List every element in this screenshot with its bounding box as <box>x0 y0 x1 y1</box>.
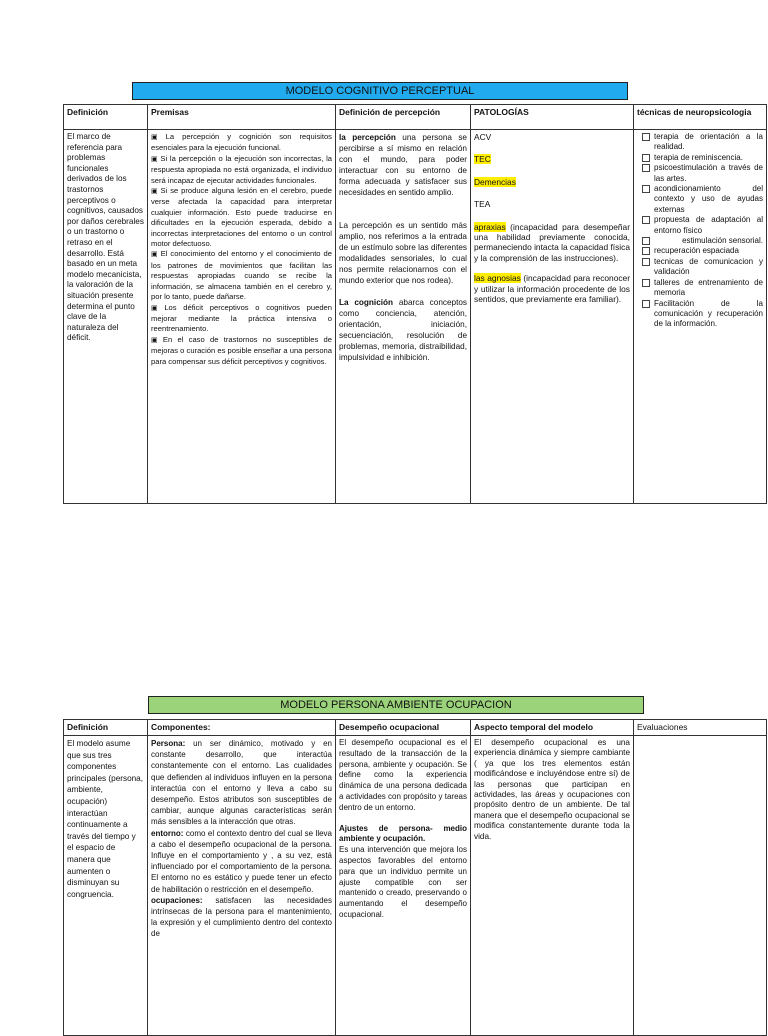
model1-premisas <box>148 130 336 504</box>
header-tecnicas: técnicas de neuropsicologia <box>634 105 767 130</box>
model2-evaluaciones <box>634 736 767 1036</box>
model2-header-row <box>64 720 767 736</box>
header-premisas: Premisas <box>148 105 336 130</box>
model2-content-row <box>64 736 767 1036</box>
premisa-item: ▣ En el caso de trastornos no susceptibles de mejoras o curación es posible enseñar a una persona para compensar sus déficit perceptivos y cognitivos. <box>151 334 332 366</box>
header-evaluaciones: Evaluaciones <box>634 720 767 736</box>
checkbox-icon[interactable] <box>642 133 650 141</box>
tecnica-item[interactable]: estimulación sensorial. <box>642 236 763 246</box>
document-icon: ▣ <box>151 188 158 196</box>
header-patologias: PATOLOGÍAS <box>471 105 634 130</box>
header-componentes: Componentes: <box>148 720 336 736</box>
model1-title: MODELO COGNITIVO PERCEPTUAL <box>132 82 628 100</box>
percepcion-p2: La percepción es un sentido más amplio, nos referimos a la entrada de un estímulo sobre las diferentes modalidades sensoriales, lo cual nos permite relacionarnos con el mundo exterior que nos rodea). <box>339 221 467 285</box>
model1-header-row <box>64 105 767 130</box>
model2-desempeno <box>336 736 471 1036</box>
model1-table <box>63 104 767 504</box>
tecnica-item[interactable]: recuperación espaciada <box>642 246 763 256</box>
model2-title: MODELO PERSONA AMBIENTE OCUPACION <box>148 696 644 714</box>
document-icon: ▣ <box>151 134 158 141</box>
desempeno-p2: Ajustes de persona- medio ambiente y ocupación. Es una intervención que mejora los aspectos favorables del entorno para que un individuo permite un ajuste compatible con ser mantenido o creado, preservando o aumentando el desempeño ocupacional. <box>339 823 467 919</box>
componente-entorno: entorno: como el contexto dentro del cual se lleva a cabo el desempeño ocupacional de la persona. Influye en el comportamiento y , a su vez, está influenciado por el comportamiento de la persona. El entorno no es estático y puede tener un efecto de habilitación o restricción en el desempeño. <box>151 828 332 894</box>
header-definicion: Definición <box>64 720 148 736</box>
checkbox-icon[interactable] <box>642 279 650 287</box>
percepcion-p1: la percepción una persona se percibirse a sí mismo en relación con el mundo, para poder interactuar con su entorno de forma adecuada y satisfacer sus necesidades en sentido amplio. <box>339 133 467 197</box>
checkbox-icon[interactable] <box>642 300 650 308</box>
header-definicion: Definición <box>64 105 148 130</box>
tecnica-item[interactable]: acondicionamiento del contexto y uso de ayudas externas <box>642 184 763 215</box>
model2-definicion: El modelo asume que sus tres componentes principales (persona, ambiente, ocupación) interactúan continuamente a través del tiempo y el espacio de manera que aumenten o disminuyan su congruencia. <box>64 736 148 1036</box>
document-icon: ▣ <box>151 155 158 163</box>
header-desempeno: Desempeño ocupacional <box>336 720 471 736</box>
componente-ocupaciones: ocupaciones: satisfacen las necesidades intrínsecas de la persona para el mantenimiento, la expresión y el cumplimiento dentro del contexto de <box>151 895 332 939</box>
tecnica-item[interactable]: propuesta de adaptación al entorno físico <box>642 215 763 236</box>
header-definicion-percepcion: Definición de percepción <box>336 105 471 130</box>
patologia-acv: ACV <box>474 132 492 142</box>
tecnica-item[interactable]: terapia de orientación a la realidad. <box>642 132 763 153</box>
checkbox-icon[interactable] <box>642 216 650 224</box>
premisa-item: ▣ La percepción y cognición son requisitos esenciales para la ejecución funcional. <box>151 132 332 153</box>
document-icon: ▣ <box>151 336 158 344</box>
tecnica-item[interactable]: talleres de entrenamiento de memoria <box>642 278 763 299</box>
checkbox-icon[interactable] <box>642 154 650 162</box>
model1-tecnicas <box>634 130 767 504</box>
patologia-demencias: Demencias <box>474 176 516 187</box>
document-icon: ▣ <box>151 304 158 312</box>
model1-patologias <box>471 130 634 504</box>
checkbox-icon[interactable] <box>642 258 650 266</box>
header-aspecto-temporal: Aspecto temporal del modelo <box>471 720 634 736</box>
model2-table <box>63 719 767 1036</box>
model1-content-row <box>64 130 767 504</box>
model1-definicion: El marco de referencia para problemas funcionales derivados de los trastornos perceptivos o cognitivos, causados por daños cerebrales o un trastorno o retraso en el desarrollo. Está basado en un meta modelo mecanicista, la valoración de la situación presente determina el punto clave de la naturaleza del déficit. <box>64 130 148 504</box>
patologia-tea: TEA <box>474 199 491 210</box>
model1-percepcion <box>336 130 471 504</box>
tecnica-item[interactable]: tecnicas de comunicacion y validación <box>642 257 763 278</box>
model2-aspecto-temporal: El desempeño ocupacional es una experiencia dinámica y siempre cambiante ( ya que los tres elementos están modificándose e incluyéndose entre sí) de las personas que participan en actividades, las áreas y ocupaciones con propósito dentro de un ambiente. De tal manera que el desempeño ocupacional se modifica constantemente durante toda la vida. <box>471 736 634 1036</box>
tecnica-item[interactable]: psicoestimulación a través de las artes. <box>642 163 763 184</box>
model2-componentes <box>148 736 336 1036</box>
desempeno-p1: El desempeño ocupacional es el resultado de la transacción de la persona, ambiente y ocupación. Se define como la experiencia dinámica de una persona dedicada a actividades con propósito y tareas dentro de un entorno. <box>339 738 467 812</box>
premisa-item: ▣ Si la percepción o la ejecución son incorrectas, la respuesta apropiada no está organizada, el individuo será incapaz de ejecutar actividades funcionales. <box>151 153 332 185</box>
checkbox-icon[interactable] <box>642 247 650 255</box>
tecnica-item[interactable]: terapia de reminiscencia. <box>642 153 763 163</box>
premisa-item: ▣ Los déficit perceptivos o cognitivos pueden mejorar mediante la práctica intensiva o reentrenamiento. <box>151 302 332 334</box>
document-icon: ▣ <box>151 251 158 259</box>
patologia-apraxias: apraxias (incapacidad para desempeñar una habilidad previamente conocida, permaneciendo intacta la capacidad física y la comprensión de las instrucciones). <box>474 221 630 263</box>
percepcion-p3: La cognición abarca conceptos como conciencia, atención, orientación, iniciación, secuenciación, resolución de problemas, memoria, distraibilidad, impulsividad e inhibición. <box>339 298 467 362</box>
premisa-item: ▣ Si se produce alguna lesión en el cerebro, puede verse afectada la capacidad para interpretar cualquier información. Esto puede traducirse en dificultades en la ejecución esperada, debido a incorrectas interpretaciones del entorno o un control motor defectuoso. <box>151 186 332 249</box>
tecnica-item[interactable]: Facilitación de la comunicación y recuperación de la información. <box>642 299 763 330</box>
componente-persona: Persona: un ser dinámico, motivado y en constante desarrollo, que interactúa constantemente con el entorno. Las cualidades que defienden al individuos influyen en la persona interactúa con el entorno y lleva a cabo su desempeño. Estos atributos son susceptibles de cambiar, aunque algunas características serán más sensibles a la interacción que otras. <box>151 739 332 827</box>
premisa-item: ▣ El conocimiento del entorno y el conocimiento de los patrones de movimientos que facilitan las respuestas apropiadas cuando se recibe la información, se almacena también en el cerebro y, por lo tanto, puede dañarse. <box>151 249 332 302</box>
checkbox-icon[interactable] <box>642 164 650 172</box>
checkbox-icon[interactable] <box>642 185 650 193</box>
patologia-agnosias: las agnosias (incapacidad para reconocer y utilizar la información procedente de los sentidos, que previamente era familiar). <box>474 273 630 305</box>
checkbox-icon[interactable] <box>642 237 650 245</box>
patologia-tec: TEC <box>474 154 491 165</box>
